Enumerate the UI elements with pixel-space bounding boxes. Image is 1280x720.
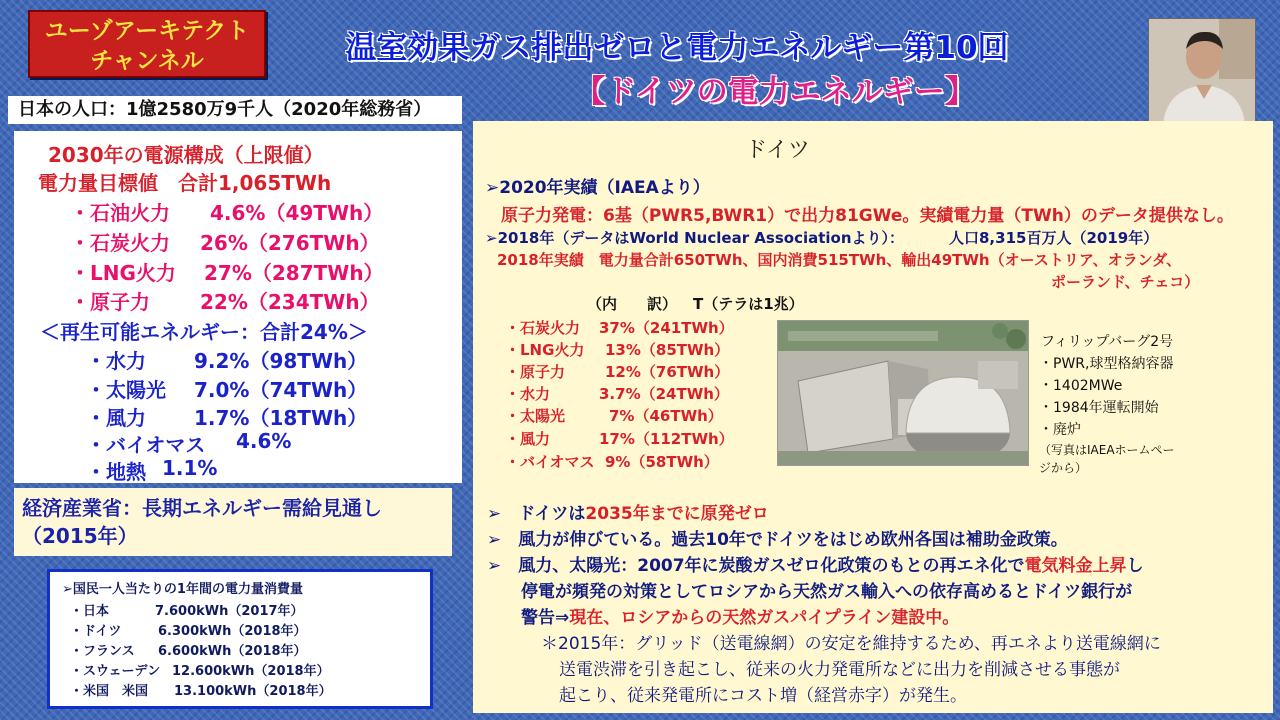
consumption-value: 6.600kWh（2018年） xyxy=(158,644,307,659)
breakdown-item-label: ・LNG火力 xyxy=(505,341,585,359)
germany-heading: ドイツ xyxy=(745,138,810,163)
bullet-text: ➢ ドイツは xyxy=(487,504,586,524)
bullet-continuation: 停電が頻発の対策としてロシアから天然ガス輸入への依存高めるとドイツ銀行が xyxy=(521,582,1133,602)
breakdown-item-label: ・風力 xyxy=(505,430,551,448)
breakdown-item-label: ・バイオマス xyxy=(505,453,595,471)
grid-note-line-1: ＊2015年：グリッド（送電線網）の安定を維持するため、再エネより送電線網に xyxy=(541,634,1161,654)
energy-item-value: 26%（276TWh） xyxy=(200,231,380,255)
source-line-1: 経済産業省：長期エネルギー需給見通し xyxy=(22,496,382,520)
result-2020-heading: ➢2020年実績（IAEAより） xyxy=(485,178,710,198)
plant-caption: ・廃炉 xyxy=(1039,422,1081,438)
renewable-item-label: ・地熱 xyxy=(86,460,146,484)
renewable-heading: ＜再生可能エネルギー：合計24%＞ xyxy=(40,320,368,344)
energy-target-total: 電力量目標値 合計1,065TWh xyxy=(38,171,332,195)
japan-2030-energy-mix-panel xyxy=(14,131,462,483)
consumption-country: ・米国 米国 xyxy=(70,684,149,699)
germany-energy-panel xyxy=(473,121,1273,713)
bullet-nuclear-zero xyxy=(487,499,769,524)
bullet-text: 警告⇒ xyxy=(521,608,570,628)
channel-brand xyxy=(28,10,266,78)
energy-item-value: 27%（287TWh） xyxy=(204,261,384,285)
renewable-item-value: 7.0%（74TWh） xyxy=(194,378,368,402)
energy-item-label: ・LNG火力 xyxy=(70,261,176,285)
renewable-item-value: 1.1% xyxy=(162,456,218,480)
breakdown-item-label: ・水力 xyxy=(505,385,551,403)
grid-note-line-2: 送電渋滞を引き起こし、従来の火力発電所などに出力を削減させる事態が xyxy=(559,660,1120,680)
bullet-wind-growth: ➢ 風力が伸びている。過去10年でドイツをはじめ欧州各国は補助金政策。 xyxy=(487,530,1068,550)
energy-item-label: ・石炭火力 xyxy=(70,231,170,255)
breakdown-item-value: 12%（76TWh） xyxy=(605,363,730,381)
bullet-renewable-cost xyxy=(487,551,1144,576)
source-line-2: （2015年） xyxy=(22,524,138,548)
breakdown-label: （内 訳） xyxy=(587,295,678,313)
breakdown-item-label: ・石炭火力 xyxy=(505,319,581,337)
renewable-item-value: 9.2%（98TWh） xyxy=(194,349,368,373)
consumption-country: ・ドイツ xyxy=(70,624,122,639)
renewable-item-value: 4.6% xyxy=(236,429,292,453)
bullet-highlight: 電気料金上昇 xyxy=(1024,556,1127,576)
renewable-item-label: ・風力 xyxy=(86,406,146,430)
consumption-value: 6.300kWh（2018年） xyxy=(158,624,307,639)
consumption-country: ・スウェーデン xyxy=(70,664,161,679)
breakdown-item-label: ・太陽光 xyxy=(505,407,566,425)
bullet-text: し xyxy=(1126,556,1144,576)
presenter-photo xyxy=(1148,18,1256,125)
bullet-highlight: 現在、ロシアからの天然ガスパイプライン建設中。 xyxy=(569,608,960,628)
breakdown-item-value: 13%（85TWh） xyxy=(605,341,730,359)
bullet-text: ➢ 風力、太陽光：2007年に炭酸ガスゼロ化政策のもとの再エネ化で xyxy=(487,556,1025,576)
consumption-value: 7.600kWh（2017年） xyxy=(155,604,304,619)
plant-caption: フィリップバーグ2号 xyxy=(1041,334,1174,350)
result-2018-summary: 2018年実績 電力量合計650TWh、国内消費515TWh、輸出49TWh（オーストリア、オランダ、 xyxy=(497,251,1182,269)
bullet-warning xyxy=(521,603,959,628)
per-capita-consumption-box xyxy=(47,569,433,709)
source-ministry xyxy=(14,488,452,556)
result-2018-summary-cont: ポーランド、チェコ） xyxy=(1051,273,1200,291)
consumption-country: ・フランス xyxy=(70,644,135,659)
energy-item-label: ・原子力 xyxy=(70,290,150,314)
bullet-highlight: 2035年までに原発ゼロ xyxy=(585,504,769,524)
slide-subtitle: 【ドイツの電力エネルギー】 xyxy=(574,74,976,110)
breakdown-item-value: 7%（46TWh） xyxy=(609,407,723,425)
nuclear-plant-illustration-icon xyxy=(778,321,1028,465)
nuclear-2020-summary: 原子力発電：6基（PWR5,BWR1）で出力81GWe。実績電力量（TWh）のデータ提供なし。 xyxy=(501,206,1234,226)
consumption-country: ・日本 xyxy=(70,604,110,619)
consumption-heading: ➢国民一人当たりの1年間の電力量消費量 xyxy=(62,582,303,597)
brand-line-2: チャンネル xyxy=(90,48,204,74)
breakdown-item-label: ・原子力 xyxy=(505,363,566,381)
breakdown-item-value: 9%（58TWh） xyxy=(605,453,719,471)
result-2018-heading: ➢2018年（データはWorld Nuclear Associationより）： xyxy=(485,229,905,247)
consumption-value: 13.100kWh（2018年） xyxy=(174,684,332,699)
renewable-item-label: ・太陽光 xyxy=(86,378,166,402)
consumption-value: 12.600kWh（2018年） xyxy=(172,664,330,679)
breakdown-item-value: 3.7%（24TWh） xyxy=(599,385,729,403)
grid-note-line-3: 起こり、従来発電所にコスト増（経営赤字）が発生。 xyxy=(559,686,967,706)
plant-caption: ・1984年運転開始 xyxy=(1039,400,1159,416)
breakdown-item-value: 17%（112TWh） xyxy=(599,430,734,448)
energy-item-value: 4.6%（49TWh） xyxy=(210,201,384,225)
power-plant-photo xyxy=(777,320,1029,466)
tera-unit-note: T（テラは1兆） xyxy=(693,295,804,313)
slide-title: 温室効果ガス排出ゼロと電力エネルギー第10回 xyxy=(345,30,1009,66)
energy-item-label: ・石油火力 xyxy=(70,201,170,225)
japan-population: 日本の人口：1億2580万9千人（2020年総務省） xyxy=(8,96,462,124)
renewable-item-value: 1.7%（18TWh） xyxy=(194,406,368,430)
energy-item-value: 22%（234TWh） xyxy=(200,290,380,314)
energy-mix-heading: 2030年の電源構成（上限値） xyxy=(48,143,324,167)
plant-caption: （写真はIAEAホームペー xyxy=(1039,443,1175,457)
renewable-item-label: ・水力 xyxy=(86,349,146,373)
renewable-item-label: ・バイオマス xyxy=(86,433,206,457)
brand-line-1: ユーゾアーキテクト xyxy=(44,18,250,44)
plant-caption: ジから） xyxy=(1039,461,1088,475)
breakdown-item-value: 37%（241TWh） xyxy=(599,319,734,337)
plant-caption: ・PWR,球型格納容器 xyxy=(1039,356,1174,372)
presenter-silhouette-icon xyxy=(1149,19,1255,124)
germany-population-2019: 人口8,315百万人（2019年） xyxy=(949,229,1159,247)
plant-caption: ・1402MWe xyxy=(1039,378,1123,394)
